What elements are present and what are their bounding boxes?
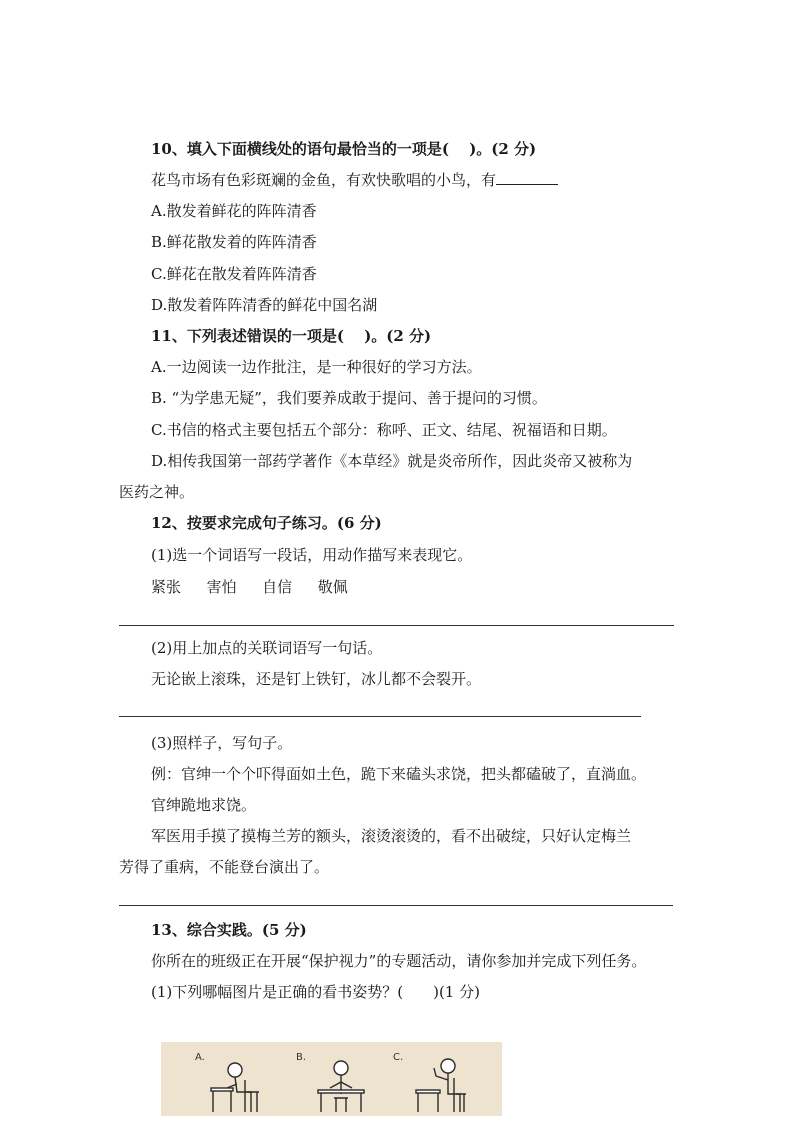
question-11-option-d-continued: 医药之神。 xyxy=(119,483,195,501)
question-12-part3-example-answer: 官绅跪地求饶。 xyxy=(151,796,257,814)
figure-label-b: B. xyxy=(296,1052,307,1063)
question-13-title: 13、综合实践。(5 分) xyxy=(151,921,307,939)
word-option: 害怕 xyxy=(206,578,237,596)
word-option: 敬佩 xyxy=(317,578,348,596)
question-10-title: 10、填入下面横线处的语句最恰当的一项是( )。(2 分) xyxy=(151,140,537,158)
answer-line-part1[interactable] xyxy=(119,625,674,626)
word-option: 紧张 xyxy=(151,578,182,596)
question-10-option-d: D.散发着阵阵清香的鲜花中国名湖 xyxy=(151,296,378,314)
question-11-option-c: C.书信的格式主要包括五个部分：称呼、正文、结尾、祝福语和日期。 xyxy=(151,421,617,439)
question-12-part3-sentence-continued: 芳得了重病，不能登台演出了。 xyxy=(119,858,330,876)
question-10-option-b: B.鲜花散发着的阵阵清香 xyxy=(151,233,317,251)
question-11-option-d: D.相传我国第一部药学著作《本草经》就是炎帝所作，因此炎帝又被称为 xyxy=(151,452,633,470)
question-10-option-a: A.散发着鲜花的阵阵清香 xyxy=(151,202,317,220)
word-option: 自信 xyxy=(262,578,293,596)
question-12-title: 12、按要求完成句子练习。(6 分) xyxy=(151,514,382,532)
question-12-part1-instruction: (1)选一个词语写一段话，用动作描写来表现它。 xyxy=(151,546,473,564)
question-11-option-b: B. “为学患无疑”，我们要养成敢于提问、善于提问的习惯。 xyxy=(151,389,547,407)
posture-b-illustration xyxy=(306,1054,376,1116)
question-11-title: 11、下列表述错误的一项是( )。(2 分) xyxy=(151,327,432,345)
question-13-part1: (1)下列哪幅图片是正确的看书姿势？( )(1 分) xyxy=(151,983,480,1001)
question-12-part3-sentence: 军医用手摸了摸梅兰芳的额头，滚烫滚烫的，看不出破绽，只好认定梅兰 xyxy=(151,827,632,845)
question-12-part2-sentence: 无论嵌上滚珠，还是钉上铁钉，冰儿都不会裂开。 xyxy=(151,670,482,688)
answer-blank[interactable] xyxy=(496,170,558,185)
figure-label-a: A. xyxy=(195,1052,205,1063)
question-11-option-a: A.一边阅读一边作批注，是一种很好的学习方法。 xyxy=(151,358,482,376)
question-12-part3-example: 例：官绅一个个吓得面如土色，跪下来磕头求饶，把头都磕破了，直淌血。 xyxy=(151,765,647,783)
posture-c-illustration xyxy=(406,1054,476,1116)
posture-a-illustration xyxy=(201,1054,271,1116)
question-10-option-c: C.鲜花在散发着阵阵清香 xyxy=(151,265,317,283)
answer-line-part3[interactable] xyxy=(119,905,673,906)
question-12-part2-instruction: (2)用上加点的关联词语写一句话。 xyxy=(151,639,383,657)
question-10-stem: 花鸟市场有色彩斑斓的金鱼，有欢快歌唱的小鸟，有 xyxy=(151,170,558,190)
figure-label-c: C. xyxy=(393,1052,404,1063)
answer-line-part2[interactable] xyxy=(119,716,641,717)
reading-posture-figure xyxy=(161,1042,502,1116)
question-13-intro: 你所在的班级正在开展“保护视力”的专题活动，请你参加并完成下列任务。 xyxy=(151,952,647,970)
question-12-part3-instruction: (3)照样子，写句子。 xyxy=(151,734,293,752)
question-12-word-list xyxy=(151,577,348,597)
